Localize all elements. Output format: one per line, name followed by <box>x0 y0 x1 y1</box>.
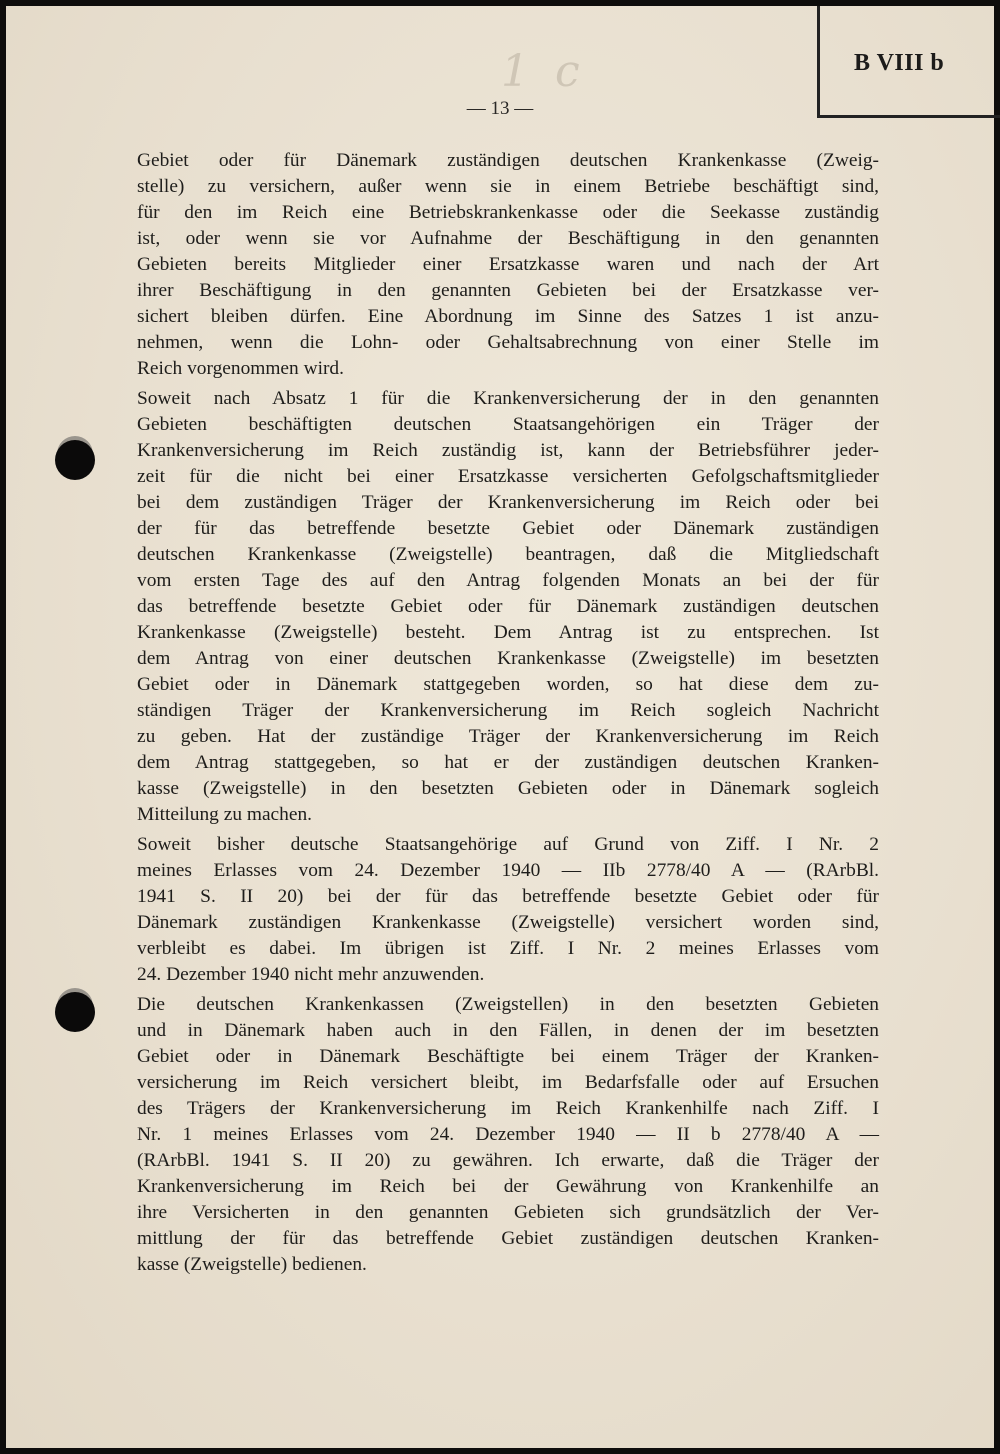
text-line: Krankenversicherung im Reich zuständig ist, kann der Betriebsführer jeder- <box>137 440 879 461</box>
text-line: zeit für die nicht bei einer Ersatzkasse versicherten Gefolgschaftsmitglieder <box>137 466 879 487</box>
text-line: Gebieten bereits Mitglieder einer Ersatzkasse waren und nach der Art <box>137 254 879 275</box>
text-line: (RArbBl. 1941 S. II 20) zu gewähren. Ich erwarte, daß die Träger der <box>137 1150 879 1171</box>
text-line: vom ersten Tage des auf den Antrag folgenden Monats an bei der für <box>137 570 879 591</box>
text-line: deutschen Krankenkasse (Zweigstelle) beantragen, daß die Mitgliedschaft <box>137 544 879 565</box>
text-line: Gebieten beschäftigten deutschen Staatsangehörigen ein Träger der <box>137 414 879 435</box>
text-line: Dänemark zuständigen Krankenkasse (Zweigstelle) versichert worden sind, <box>137 912 879 933</box>
text-line: zu geben. Hat der zuständige Träger der Krankenversicherung im Reich <box>137 726 879 747</box>
text-line: ständigen Träger der Krankenversicherung im Reich sogleich Nachricht <box>137 700 879 721</box>
text-line: ihrer Beschäftigung in den genannten Gebieten bei der Ersatzkasse ver- <box>137 280 879 301</box>
pencil-annotation: 1 c <box>501 46 586 97</box>
text-line: versicherung im Reich versichert bleibt, im Bedarfsfalle oder auf Ersuchen <box>137 1072 879 1093</box>
text-line: stelle) zu versichern, außer wenn sie in einem Betriebe beschäftigt sind, <box>137 176 879 197</box>
text-line: nehmen, wenn die Lohn- oder Gehaltsabrechnung von einer Stelle im <box>137 332 879 353</box>
paragraph <box>137 992 879 1278</box>
text-line: Gebiet oder in Dänemark Beschäftigte bei einem Träger der Kranken- <box>137 1046 879 1067</box>
text-line: kasse (Zweigstelle) bedienen. <box>137 1254 367 1275</box>
document-body <box>137 148 879 1282</box>
text-line: sichert bleiben dürfen. Eine Abordnung im Sinne des Satzes 1 ist anzu- <box>137 306 879 327</box>
text-line: meines Erlasses vom 24. Dezember 1940 — IIb 2778/40 A — (RArbBl. <box>137 860 879 881</box>
text-line: der für das betreffende besetzte Gebiet oder Dänemark zuständigen <box>137 518 879 539</box>
page-number: — 13 — <box>466 98 534 119</box>
text-line: Soweit bisher deutsche Staatsangehörige auf Grund von Ziff. I Nr. 2 <box>137 834 879 855</box>
text-line: Gebiet oder für Dänemark zuständigen deutschen Krankenkasse (Zweig- <box>137 150 879 171</box>
text-line: das betreffende besetzte Gebiet oder für Dänemark zuständigen deutschen <box>137 596 879 617</box>
paragraph <box>137 148 879 382</box>
paragraph <box>137 386 879 828</box>
text-line: mittlung der für das betreffende Gebiet zuständigen deutschen Kranken- <box>137 1228 879 1249</box>
text-line: Krankenkasse (Zweigstelle) besteht. Dem Antrag ist zu entsprechen. Ist <box>137 622 879 643</box>
text-line: und in Dänemark haben auch in den Fällen, in denen der im besetzten <box>137 1020 879 1041</box>
text-line: dem Antrag stattgegeben, so hat er der zuständigen deutschen Kranken- <box>137 752 879 773</box>
text-line: 1941 S. II 20) bei der für das betreffende besetzte Gebiet oder für <box>137 886 879 907</box>
text-line: des Trägers der Krankenversicherung im Reich Krankenhilfe nach Ziff. I <box>137 1098 879 1119</box>
text-line: 24. Dezember 1940 nicht mehr anzuwenden. <box>137 964 485 985</box>
punch-hole-icon <box>55 992 95 1032</box>
paragraph <box>137 832 879 988</box>
text-line: Krankenversicherung im Reich bei der Gewährung von Krankenhilfe an <box>137 1176 879 1197</box>
text-line: Mitteilung zu machen. <box>137 804 313 825</box>
text-line: ihre Versicherten in den genannten Gebieten sich grundsätzlich der Ver- <box>137 1202 879 1223</box>
text-line: ist, oder wenn sie vor Aufnahme der Beschäftigung in den genannten <box>137 228 879 249</box>
text-line: für den im Reich eine Betriebskrankenkasse oder die Seekasse zuständig <box>137 202 879 223</box>
reference-code: B VIII b <box>854 50 945 76</box>
text-line: Reich vorgenommen wird. <box>137 358 344 379</box>
text-line: bei dem zuständigen Träger der Krankenversicherung im Reich oder bei <box>137 492 879 513</box>
text-line: Soweit nach Absatz 1 für die Krankenversicherung der in den genannten <box>137 388 879 409</box>
text-line: Nr. 1 meines Erlasses vom 24. Dezember 1940 — II b 2778/40 A — <box>137 1124 879 1145</box>
punch-hole-icon <box>55 440 95 480</box>
text-line: kasse (Zweigstelle) in den besetzten Gebieten oder in Dänemark sogleich <box>137 778 879 799</box>
text-line: Die deutschen Krankenkassen (Zweigstellen) in den besetzten Gebieten <box>137 994 879 1015</box>
text-line: verbleibt es dabei. Im übrigen ist Ziff. I Nr. 2 meines Erlasses vom <box>137 938 879 959</box>
text-line: dem Antrag von einer deutschen Krankenkasse (Zweigstelle) im besetzten <box>137 648 879 669</box>
text-line: Gebiet oder in Dänemark stattgegeben worden, so hat diese dem zu- <box>137 674 879 695</box>
